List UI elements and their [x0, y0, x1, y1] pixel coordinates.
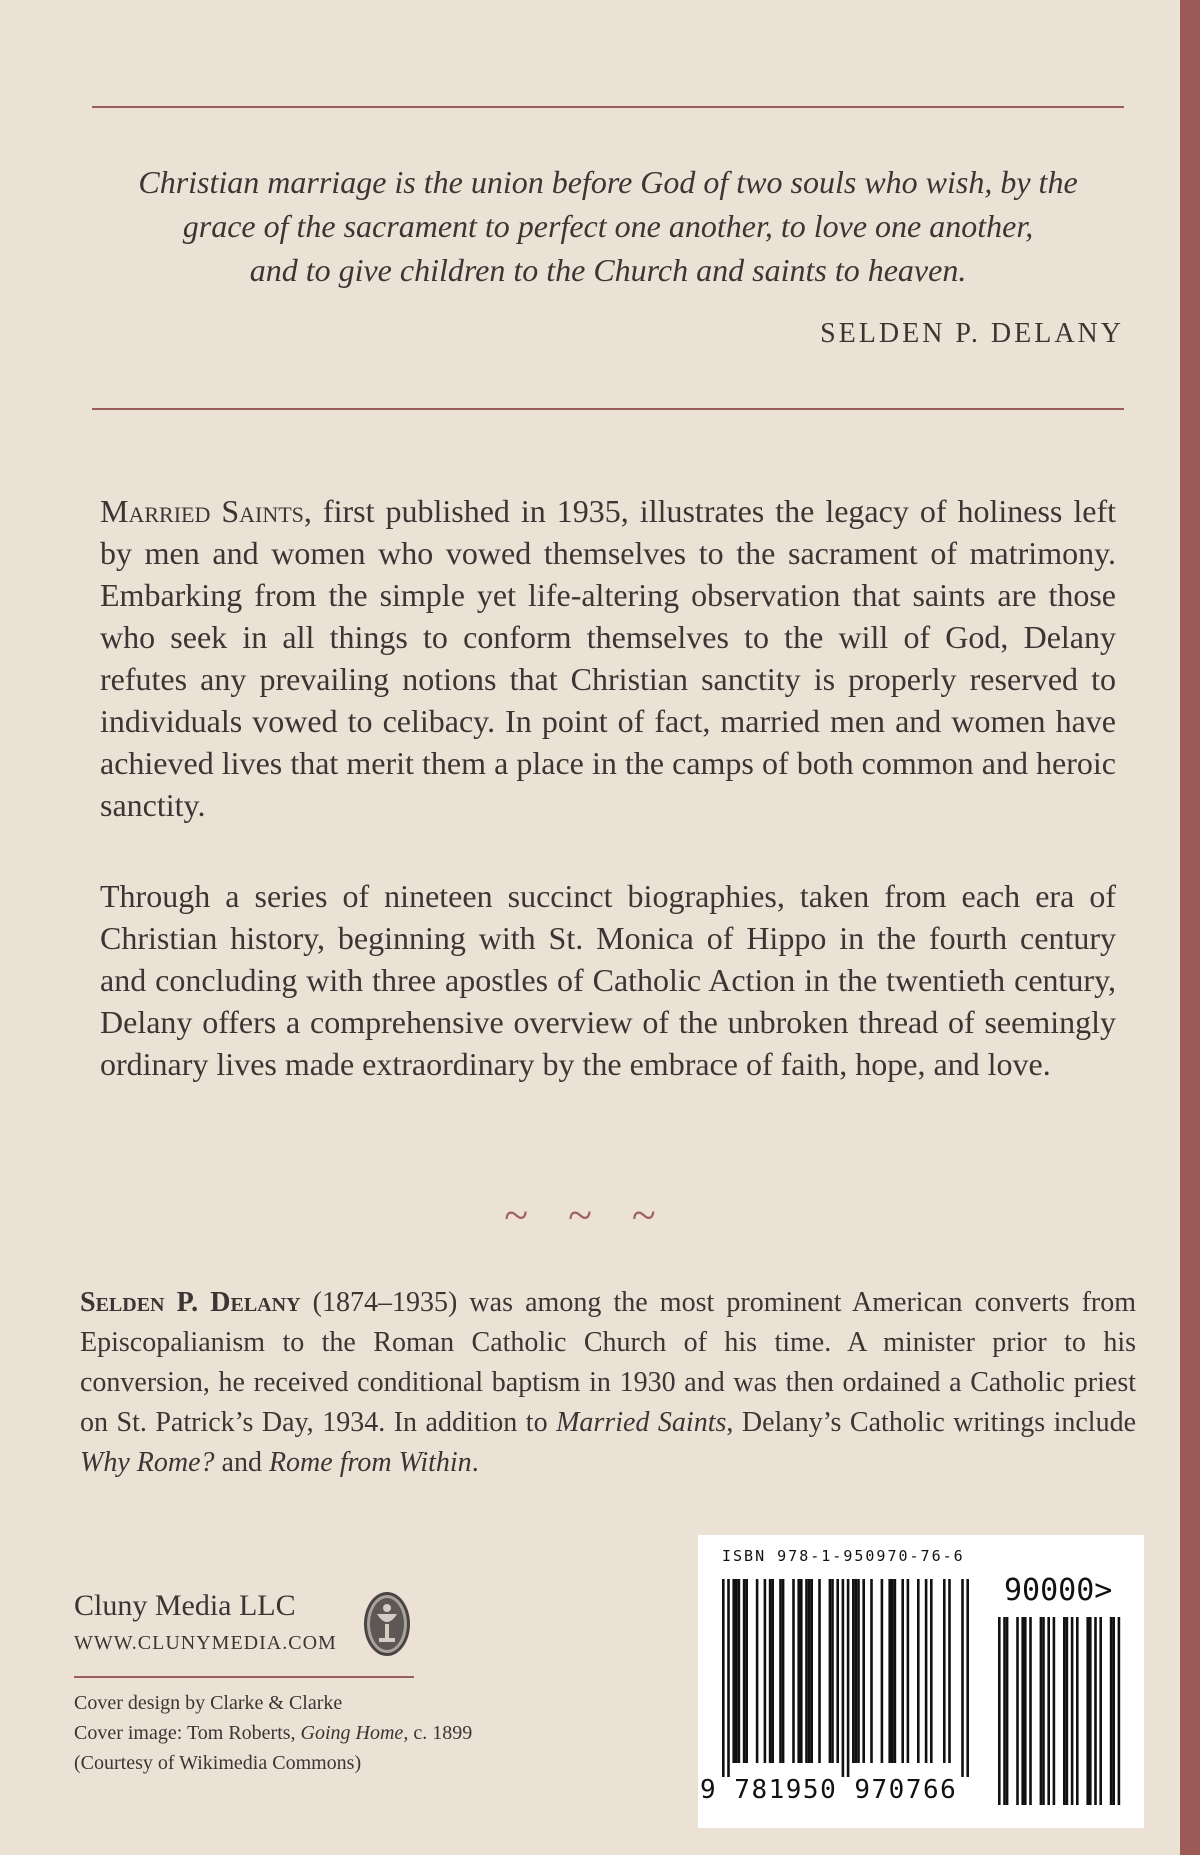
addon-bar [998, 1617, 1001, 1805]
barcode-bar [881, 1579, 884, 1763]
ornament-glyph: ~ [504, 1191, 569, 1240]
barcode-bar [831, 1579, 834, 1763]
credit-text: , c. 1899 [403, 1722, 473, 1744]
isbn-barcode [698, 1535, 1144, 1828]
addon-bar [1071, 1617, 1074, 1805]
publisher-seal-icon [362, 1590, 412, 1658]
barcode-bar [847, 1579, 850, 1777]
barcode-bar [891, 1579, 894, 1763]
cover-image-credit [74, 1718, 472, 1748]
mid-rule [92, 408, 1124, 410]
addon-bar [1063, 1617, 1066, 1805]
barcode-bar [735, 1579, 738, 1763]
barcode-bar [917, 1579, 920, 1763]
barcode-bar [852, 1579, 855, 1763]
addon-bar [1066, 1617, 1069, 1805]
epigraph-quote [92, 160, 1124, 292]
book-title-rome-from-within: Rome from Within [268, 1447, 472, 1478]
ornament-glyph: ~ [568, 1191, 632, 1240]
barcode-bar [870, 1579, 873, 1763]
barcode-bar [764, 1579, 767, 1763]
barcode-bar [894, 1579, 897, 1763]
addon-bar [1047, 1617, 1050, 1805]
bio-text: . [471, 1447, 479, 1478]
price-addon-label: 90000> [1004, 1573, 1113, 1608]
addon-bar [1042, 1617, 1045, 1805]
barcode-digit-text: 9 781950 970766 [700, 1775, 958, 1805]
addon-bar [1016, 1617, 1019, 1805]
barcode-bar [810, 1579, 813, 1763]
barcode-bar [907, 1579, 910, 1763]
cover-credits [74, 1688, 472, 1778]
description-paragraph-1 [100, 490, 1116, 826]
barcode-bar [829, 1579, 832, 1763]
barcode-bar [862, 1579, 865, 1763]
addon-bar [1099, 1617, 1102, 1805]
addon-bar [1076, 1617, 1079, 1805]
addon-bar [1118, 1617, 1121, 1805]
barcode-bar [901, 1579, 904, 1763]
barcode-bar [943, 1579, 946, 1763]
addon-bar [1112, 1617, 1115, 1805]
barcode-bar [797, 1579, 800, 1763]
addon-bar [1003, 1617, 1006, 1805]
quote-line: and to give children to the Church and saints to heaven. [249, 252, 967, 288]
addon-bar [1024, 1617, 1027, 1805]
barcode-bar [727, 1579, 730, 1777]
barcode-bar [743, 1579, 746, 1763]
barcode-bar [930, 1579, 933, 1763]
barcode-bar [948, 1579, 951, 1763]
ornament-glyph: ~ [631, 1191, 696, 1240]
book-title-why-rome: Why Rome? [80, 1447, 215, 1478]
barcode-bar [745, 1579, 748, 1763]
addon-bar [1053, 1617, 1056, 1805]
description-paragraph-2: Through a series of nineteen succinct biographies, taken from each era of Christian history, beginning with St. Monica of Hippo in the fourth century and concluding with three apostles of Catholic Action in the twentieth century, Delany offers a comprehensive overview of the unbroken thread of seemingly ordinary lives made extraordinary by the embrace of faith, hope, and love. [100, 878, 1116, 1082]
addon-bar [1006, 1617, 1009, 1805]
publisher-website: WWW.CLUNYMEDIA.COM [74, 1632, 337, 1654]
barcode-bar [792, 1579, 795, 1763]
barcode-bar [842, 1579, 845, 1777]
bio-text: and [214, 1447, 269, 1478]
barcode-bar [805, 1579, 808, 1763]
addon-bar [1110, 1617, 1113, 1805]
barcode-bar [722, 1579, 725, 1777]
quote-author: SELDEN P. DELANY [820, 318, 1124, 349]
barcode-bar [836, 1579, 839, 1763]
addon-bar [1094, 1617, 1097, 1805]
barcode-bar [771, 1579, 774, 1763]
addon-bar [1029, 1617, 1032, 1805]
bio-text: (1874–1935) was among the most prominent American converts from Episcopalianism to the Roman Catholic Church of his time. A minister prior to his conversion, he received conditional baptism in 1930 and was then ordained a Catholic priest on St. Patrick’s Day, 1934. In addition to [80, 1287, 1136, 1438]
author-name: Selden P. Delany [80, 1287, 301, 1318]
isbn-label: ISBN 978-1-950970-76-6 [722, 1547, 965, 1565]
barcode-bar [966, 1579, 969, 1777]
cover-design-credit: Cover design by Clarke & Clarke [74, 1692, 343, 1714]
ornament-divider [0, 1190, 1200, 1241]
credits-rule [74, 1676, 414, 1678]
barcode-bar [818, 1579, 821, 1763]
book-title: Married Saints [100, 493, 304, 529]
barcode-bar [756, 1579, 759, 1763]
image-courtesy: (Courtesy of Wikimedia Commons) [74, 1752, 362, 1774]
addon-bar [1040, 1617, 1043, 1805]
barcode-bar [808, 1579, 811, 1763]
addon-bar [1021, 1617, 1024, 1805]
author-bio [80, 1283, 1136, 1483]
quote-line: Christian marriage is the union before God of two souls who wish, by the [138, 164, 1078, 200]
top-rule [92, 106, 1124, 108]
quote-line: grace of the sacrament to perfect one another, to love one another, [182, 208, 1034, 244]
barcode-bar [888, 1579, 891, 1763]
spine-strip [1180, 0, 1200, 1855]
barcode-bar [925, 1579, 928, 1763]
bio-text: , Delany’s Catholic writings include [726, 1407, 1137, 1438]
barcode-bar [732, 1579, 735, 1763]
book-title-married-saints: Married Saints [556, 1407, 727, 1438]
barcode-bar [769, 1579, 772, 1763]
barcode-bar [961, 1579, 964, 1777]
barcode-bar [855, 1579, 858, 1763]
barcode-bar [782, 1579, 785, 1763]
publisher-name: Cluny Media LLC [74, 1589, 296, 1622]
description-text: , first published in 1935, illustrates the legacy of holiness left by men and women who vowed themselves to the sacrament of matrimony. Embarking from the simple yet life-altering observation that saints are those who seek in all things to conform themselves to the will of God, Delany refutes any prevailing notions that Christian sanctity is properly reserved to individuals vowed to celibacy. In point of fact, married men and women have achieved lives that merit them a place in the camps of both common and heroic sanctity. [100, 493, 1116, 823]
credit-text: Cover image: Tom Roberts, [74, 1722, 301, 1744]
barcode-bar [800, 1579, 803, 1763]
addon-bar [1089, 1617, 1092, 1805]
barcode-bar [779, 1579, 782, 1763]
addon-bar [1086, 1617, 1089, 1805]
painting-title: Going Home [300, 1722, 404, 1744]
barcode-bar [857, 1579, 860, 1763]
barcode-bar [738, 1579, 741, 1763]
